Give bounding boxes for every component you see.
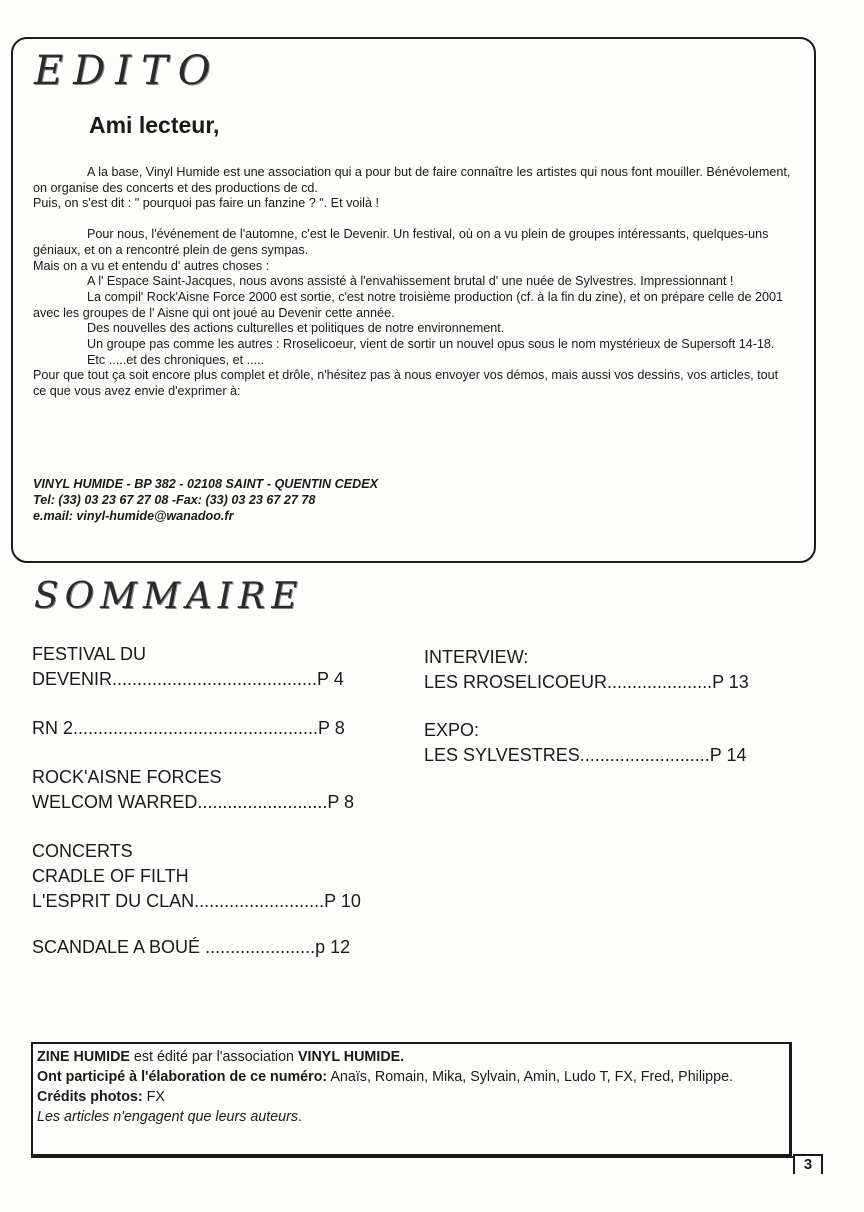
toc-line: SCANDALE A BOUÉ ......................p 12 [32, 937, 351, 957]
participants-label: Ont participé à l'élaboration de ce numéro: [37, 1069, 328, 1085]
contact-email: e.mail: vinyl-humide@wanadoo.fr [33, 509, 234, 523]
toc-entry [32, 716, 345, 741]
edito-greeting: Ami lecteur, [89, 112, 220, 138]
participants-list: Anaïs, Romain, Mika, Sylvain, Amin, Ludo T, FX, Fred, Philippe. [327, 1069, 733, 1085]
edito-paragraph: Un groupe pas comme les autres : Rroselicoeur, vient de sortir un nouvel opus sous le nom mystérieux de Supersoft 14-18. [87, 337, 775, 352]
edito-paragraph: Pour nous, l'événement de l'automne, c'est le Devenir. Un festival, où on a vu plein de groupes intéressants, quelques-uns géniaux, et on a rencontré plein de gens sympas. [33, 227, 769, 257]
toc-line: DEVENIR.........................................P 4 [32, 669, 344, 689]
toc-line: RN 2.................................................P 8 [32, 718, 345, 738]
contact-address: VINYL HUMIDE - BP 382 - 02108 SAINT - QUENTIN CEDEX [33, 477, 379, 491]
disclaimer-text: Les articles n'engagent que leurs auteurs [37, 1109, 299, 1125]
credits-disclaimer-row [37, 1107, 785, 1127]
edito-paragraph: Des nouvelles des actions culturelles et politiques de notre environnement. [87, 321, 505, 336]
toc-line: LES SYLVESTRES..........................P 14 [424, 745, 747, 765]
disclaimer-end: . [298, 1109, 303, 1125]
edito-paragraph: Etc .....et des chroniques, et ..... [87, 352, 265, 367]
contact-block [33, 476, 378, 524]
photos-credit: FX [142, 1089, 165, 1105]
toc-line: L'ESPRIT DU CLAN..........................P 10 [32, 891, 361, 911]
contact-phone: Tel: (33) 03 23 67 27 08 -Fax: (33) 03 23 67 27 78 [33, 493, 316, 507]
toc-line: LES RROSELICOEUR.....................P 13 [424, 672, 749, 692]
credits-box [31, 1042, 792, 1156]
page-rule [31, 1156, 795, 1158]
credits-edited-row [37, 1047, 785, 1067]
toc-entry [32, 935, 350, 960]
toc-line: WELCOM WARRED..........................P 8 [32, 792, 355, 812]
toc-line: CONCERTS [32, 841, 133, 861]
edito-body [33, 165, 793, 400]
toc-line: CRADLE OF FILTH [32, 866, 189, 886]
toc-entry [32, 642, 344, 692]
edito-paragraph: Pour que tout ça soit encore plus complet et drôle, n'hésitez pas à nous envoyer vos démos, mais aussi vos dessins, vos articles, tout ce que vous avez envie d'exprimer à: [33, 368, 779, 399]
toc-line: ROCK'AISNE FORCES [32, 767, 222, 787]
photos-label: Crédits photos: [37, 1089, 143, 1105]
toc-entry [424, 645, 749, 695]
zine-name: ZINE HUMIDE [37, 1049, 130, 1065]
toc-line: FESTIVAL DU [32, 644, 147, 664]
credits-photos-row [37, 1087, 785, 1107]
edito-paragraph: A l' Espace Saint-Jacques, nous avons assisté à l'envahissement brutal d' une nuée de Sylvestres. Impressionnant ! [87, 274, 734, 289]
edito-paragraph: Puis, on s'est dit : " pourquoi pas faire un fanzine ? ". Et voilà ! [33, 196, 379, 211]
credits-participants-row [37, 1067, 785, 1087]
page-number: 3 [793, 1154, 823, 1174]
edited-by-text: est édité par l'association [129, 1049, 298, 1065]
toc-entry [32, 765, 354, 815]
toc-entry [32, 839, 361, 914]
toc-line: EXPO: [424, 720, 480, 740]
edito-logo: EDITO [34, 48, 221, 94]
toc-entry [424, 718, 746, 768]
assoc-name: VINYL HUMIDE. [297, 1049, 405, 1065]
sommaire-logo: SOMMAIRE [34, 576, 304, 617]
edito-paragraph: Mais on a vu et entendu d' autres choses : [33, 258, 270, 273]
edito-paragraph: A la base, Vinyl Humide est une association qui a pour but de faire connaître les artistes qui nous font mouiller. Bénévolement, on organise des concerts et des productions de cd. [33, 165, 791, 195]
toc-line: INTERVIEW: [424, 647, 529, 667]
edito-paragraph: La compil' Rock'Aisne Force 2000 est sortie, c'est notre troisième production (cf. à la fin du zine), et on prépare celle de 2001 avec les groupes de l' Aisne qui ont joué au Devenir cette année. [33, 289, 784, 320]
